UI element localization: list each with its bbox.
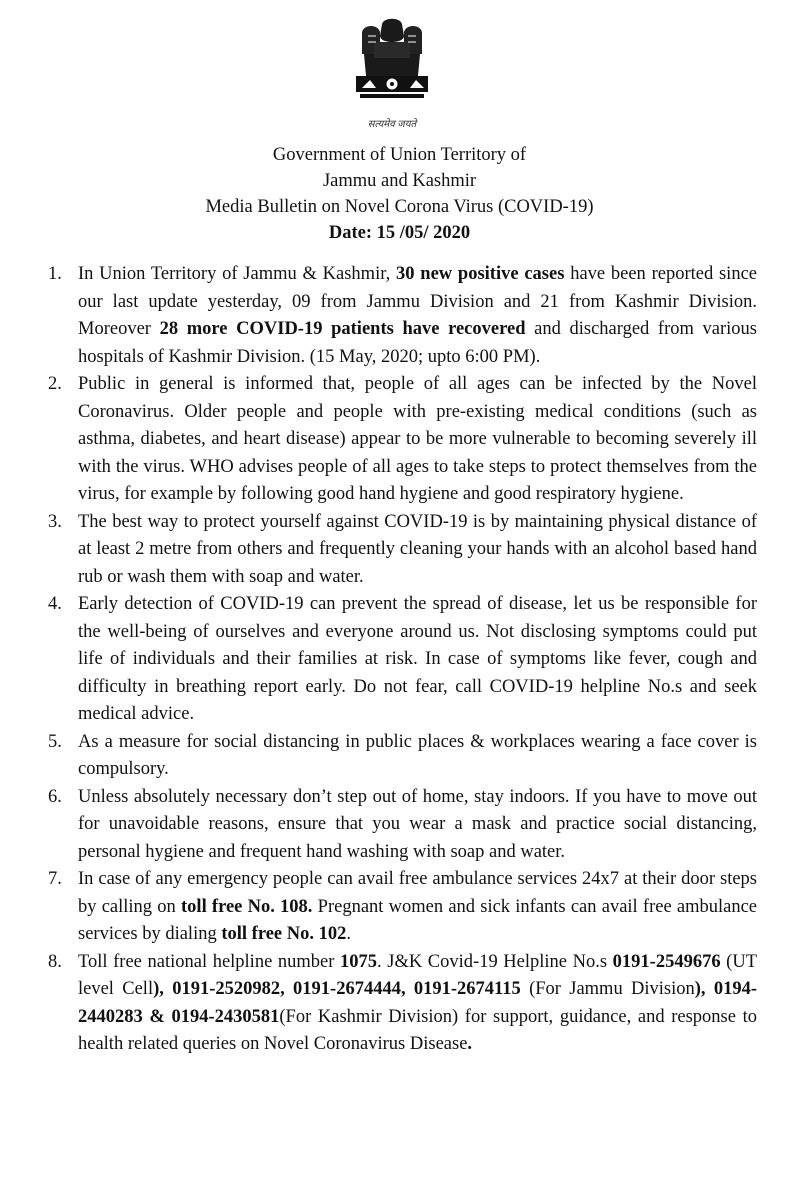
item-text: (For Jammu Division [520, 979, 695, 999]
item-emphasis-text: 30 new positive cases [396, 264, 565, 284]
bulletin-item [0, 261, 799, 371]
item-number: 5. [48, 731, 62, 752]
item-emphasis-text: ), 0191-2520982, 0191-2674444, 0191-2674115 [153, 979, 521, 999]
header-government-line: Government of Union Territory of [272, 145, 527, 165]
item-number: 3. [48, 511, 62, 532]
bulletin-items-list [0, 261, 799, 1059]
emblem-drawing [340, 14, 444, 114]
item-text: As a measure for social distancing in public places & workplaces wearing a face cover is compulsory. [78, 731, 757, 779]
item-emphasis-text: . [467, 1034, 473, 1054]
item-text: have been reported since our last update yesterday, 09 from Jammu Division and 21 from Kashmir Division. Moreover [78, 264, 757, 339]
header-bulletin-title: Media Bulletin on Novel Corona Virus (COVID-19) [205, 197, 594, 217]
item-text: Unless absolutely necessary don’t step out of home, stay indoors. If you have to move out for unavoidable reasons, ensure that you wear a mask and practice social distancing, personal hygiene and frequent hand washing with soap and water. [78, 786, 757, 862]
item-emphasis-text: 28 more COVID-19 patients have recovered [159, 319, 526, 339]
bulletin-item [0, 371, 799, 509]
bulletin-item [0, 509, 799, 592]
bulletin-item [0, 591, 799, 729]
item-text: In case of any emergency people can avail free ambulance services 24x7 at their door steps by calling on [78, 869, 757, 917]
item-text: . J&K Covid-19 Helpline No.s [377, 951, 613, 972]
item-text: Early detection of COVID-19 can prevent the spread of disease, let us be responsible for the well-being of ourselves and everyone around us. Not disclosing symptoms could put life of individuals and their families at risk. In case of symptoms like fever, cough and difficulty in breathing report early. Do not fear, call COVID-19 helpline No.s and seek medical advice. [78, 594, 757, 724]
item-text: (UT level Cell [78, 951, 758, 999]
item-number: 4. [48, 594, 62, 614]
item-emphasis-text: ), 0194-2440283 & 0194-2430581 [78, 979, 758, 1027]
item-number: 1. [48, 264, 62, 284]
item-number: 7. [48, 869, 62, 889]
item-text: In Union Territory of Jammu & Kashmir, [78, 264, 397, 284]
item-emphasis-text: 0191-2549676 [612, 951, 721, 972]
item-text: . [346, 924, 351, 944]
bulletin-item [0, 784, 799, 867]
item-text: (For Kashmir Division) for support, guidance, and response to health related queries on Novel Coronavirus Disease [78, 1006, 758, 1054]
item-text: Toll free national helpline number [78, 951, 341, 972]
bulletin-item [0, 866, 799, 949]
header-territory-line: Jammu and Kashmir [322, 171, 477, 191]
item-text: The best way to protect yourself against COVID-19 is by maintaining physical distance of at least 2 metre from others and frequently cleaning your hands with an alcohol based hand rub or wash them with soap and water. [78, 511, 757, 587]
item-text: and discharged from various hospitals of Kashmir Division. (15 May, 2020; upto 6:00 PM). [78, 319, 757, 367]
item-number: 6. [48, 786, 62, 807]
item-number: 2. [48, 374, 62, 394]
bulletin-date: Date: 15 /05/ 2020 [328, 223, 471, 243]
bulletin-item [0, 729, 799, 784]
emblem-motto: सत्यमेव जयते [367, 119, 417, 130]
item-text: Pregnant women and sick infants can avail free ambulance services by dialing [78, 896, 757, 944]
item-text: Public in general is informed that, people of all ages can be infected by the Novel Coronavirus. Older people and people with pre-existing medical conditions (such as asthma, diabetes, and heart disease) appear to be more vulnerable to becoming severely ill with the virus. WHO advises people of all ages to take steps to protect themselves from the virus, for example by following good hand hygiene and good respiratory hygiene. [78, 374, 757, 504]
item-emphasis-text: toll free No. 102 [221, 924, 347, 944]
item-emphasis-text: 1075 [340, 951, 378, 972]
bulletin-item [0, 949, 799, 1059]
item-number: 8. [48, 951, 62, 972]
bulletin-header [0, 142, 799, 246]
item-emphasis-text: toll free No. 108. [181, 896, 313, 917]
